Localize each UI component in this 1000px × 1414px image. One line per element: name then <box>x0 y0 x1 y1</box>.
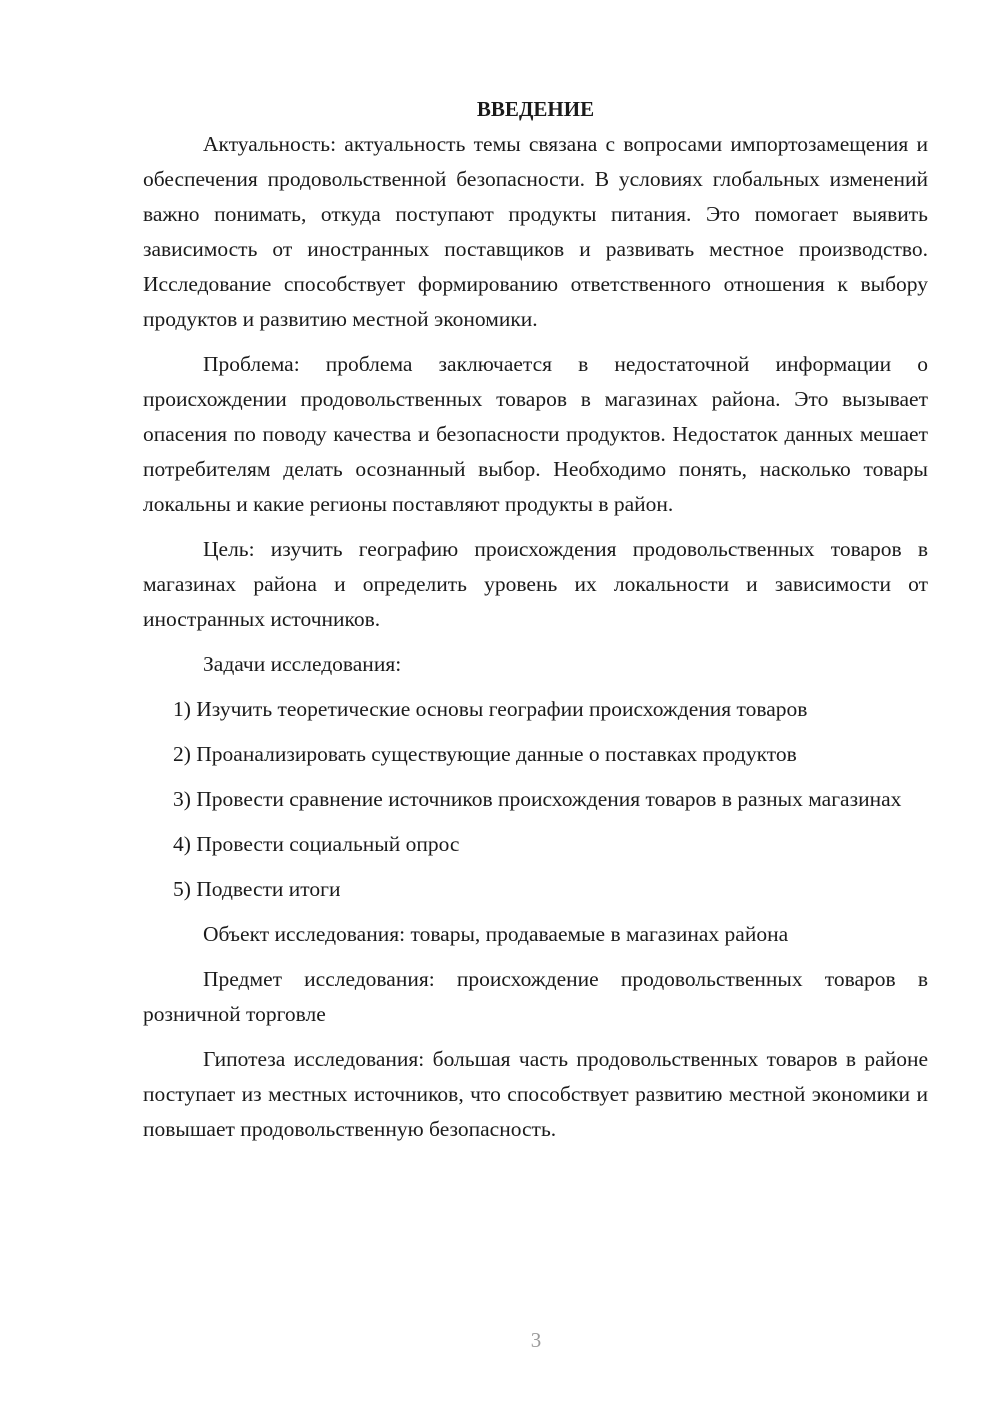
task-item-2: 2) Проанализировать существующие данные о поставках продуктов <box>173 742 797 766</box>
task-item-4: 4) Провести социальный опрос <box>173 832 460 856</box>
paragraph-object: Объект исследования: товары, продаваемые в магазинах района <box>203 922 789 946</box>
task-item-1: 1) Изучить теоретические основы географии происхождения товаров <box>173 697 808 721</box>
page-title: ВВЕДЕНИЕ <box>476 97 595 121</box>
tasks-heading: Задачи исследования: <box>203 652 402 676</box>
paragraph-relevance: Актуальность: актуальность темы связана с вопросами импортозамещения и обеспечения продовольственной безопасности. В условиях глобальных изменений важно понимать, откуда поступают продукты питания. Это помогает выявить зависимость от иностранных поставщиков и развивать местное производство. Исследование способствует формированию ответственного отношения к выбору продуктов и развитию местной экономики. <box>143 132 928 331</box>
paragraph-goal: Цель: изучить географию происхождения продовольственных товаров в магазинах района и определить уровень их локальности и зависимости от иностранных источников. <box>143 537 928 631</box>
page-number: 3 <box>530 1328 542 1352</box>
paragraph-problem: Проблема: проблема заключается в недостаточной информации о происхождении продовольственных товаров в магазинах района. Это вызывает опасения по поводу качества и безопасности продуктов. Недостаток данных мешает потребителям делать осознанный выбор. Необходимо понять, насколько товары локальны и какие регионы поставляют продукты в район. <box>143 352 928 516</box>
page-content <box>143 92 928 1157</box>
task-item-5: 5) Подвести итоги <box>173 877 341 901</box>
task-item-3: 3) Провести сравнение источников происхождения товаров в разных магазинах <box>173 787 902 811</box>
paragraph-subject: Предмет исследования: происхождение продовольственных товаров в розничной торговле <box>143 967 928 1026</box>
paragraph-hypothesis: Гипотеза исследования: большая часть продовольственных товаров в районе поступает из местных источников, что способствует развитию местной экономики и повышает продовольственную безопасность. <box>143 1047 928 1141</box>
